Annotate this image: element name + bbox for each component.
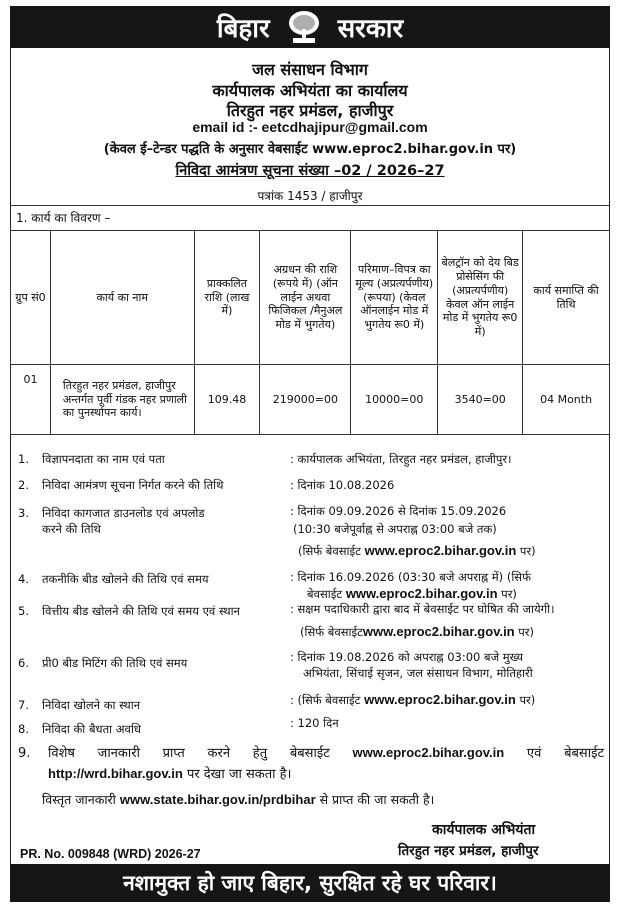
cell-estimated-amount: 109.48 <box>194 365 260 435</box>
department-name: जल संसाधन विभाग <box>252 60 368 79</box>
cell-completion-time: 04 Month <box>523 365 610 435</box>
item-value-text: पर) <box>514 625 535 639</box>
etender-line: (केवल ई–टेन्डर पद्धति के अनुसार वेबसाईट www.eproc2.bihar.gov.in पर) <box>103 142 517 157</box>
item-value: : सक्षम पदाधिकारी द्वारा बाद में बेवसाईट पर घोषित की जायेगी। <box>290 602 555 616</box>
item9-line2 <box>48 766 291 784</box>
item-label: निविदा कागजात डाउनलोड एवं अपलोड <box>42 506 205 520</box>
item-number: 3. <box>18 506 29 520</box>
item-value <box>298 543 536 560</box>
cell-work-name: तिरहुत नहर प्रमंडल, हाजीपुर अन्तर्गत पूर्वी गंडक नहर प्रणाली का पुनर्स्थापन कार्य। <box>50 365 194 435</box>
item-label: तकनीकि बीड खोलने की तिथि एवं समय <box>42 572 209 586</box>
wrd-link[interactable]: http://wrd.bihar.gov.in <box>48 766 183 781</box>
col-estimated-amount: प्राक्कलित राशि (लाख में) <box>194 231 260 365</box>
eproc-link[interactable]: www.eproc2.bihar.gov.in <box>352 745 505 760</box>
item9-text: एवं बेबसाईट <box>504 746 605 761</box>
item-value-text: बेवसाईट <box>307 587 346 601</box>
col-earnest-money: अग्रधन की राशि (रूपये में) (ऑन लाईन अथवा फिजिकल /मैनुअल मोड में भुगतेय) <box>260 231 351 365</box>
item-label: निविदा आमंत्रण सूचना निर्गत करने की तिथि <box>42 478 224 492</box>
signature-office: तिरहुत नहर प्रमंडल, हाजीपुर <box>398 843 539 859</box>
bodhi-tree-emblem-icon <box>284 9 324 45</box>
item-value-text: (सिर्फ बेवसाईट <box>298 544 365 558</box>
item9-line1 <box>48 745 604 763</box>
item-number: 8. <box>18 722 29 736</box>
item-value: : दिनांक 16.09.2026 (03:30 बजे अपराह्न में) (सिर्फ <box>290 570 531 584</box>
banner-sarkar-text: सरकार <box>337 14 404 44</box>
banner-bihar-text: बिहार <box>216 14 270 44</box>
divider <box>10 205 610 206</box>
cell-processing-fee: 3540=00 <box>438 365 523 435</box>
item-value <box>290 692 535 709</box>
item-value-text: पर) <box>497 587 517 601</box>
item-number: 2. <box>18 478 29 492</box>
eproc-link[interactable]: www.eproc2.bihar.gov.in <box>345 586 498 601</box>
office-name: कार्यपालक अभियंता का कार्यालय <box>212 81 408 100</box>
col-completion-time: कार्य समाप्ति की तिथि <box>523 231 610 365</box>
details-line <box>42 792 434 809</box>
item-value-text: पर) <box>515 693 536 707</box>
item-value: : दिनांक 19.08.2026 को अपराह्न 03:00 बजे मुख्य <box>290 650 524 664</box>
signature-title: कार्यपालक अभियंता <box>432 822 536 838</box>
col-work-name: कार्य का नाम <box>50 231 194 365</box>
item9-text: पर देखा जा सकता है। <box>182 767 292 782</box>
item-label: प्री0 बीड मिटिंग की तिथि एवं समय <box>42 656 188 670</box>
item-number: 4. <box>18 572 29 586</box>
cell-boq-cost: 10000=00 <box>351 365 438 435</box>
notice-number: निविदा आमंत्रण सूचना संख्या –02 / 2026–27 <box>175 163 445 179</box>
letter-number: पत्रांक 1453 / हाजीपुर <box>257 189 363 203</box>
col-boq-cost: परिमाण–विपत्र का मूल्य (अप्रत्यर्पणीय) (रूपया) (केवल ऑनलाईन मोड में भुगतेय रू0 में) <box>351 231 438 365</box>
details-text: से प्राप्त की जा सकती है। <box>315 792 435 807</box>
item-number: 5. <box>18 604 29 618</box>
item-value-text: : (सिर्फ बेवसाईट <box>290 693 365 707</box>
prd-link[interactable]: www.state.bihar.gov.in/prdbihar <box>119 792 316 807</box>
item-value: : कार्यपालक अभियंता, तिरहुत नहर प्रमंडल, हाजीपुर। <box>290 452 512 466</box>
table-header-row <box>11 231 610 365</box>
item9-text: विशेष जानकारी प्राप्त करने हेतु बेबसाईट <box>48 746 353 761</box>
division-name: तिरहुत नहर प्रमंडल, हाजीपुर <box>226 101 394 120</box>
item-value <box>300 624 534 641</box>
item-label: करने की तिथि <box>42 522 101 536</box>
eproc-link[interactable]: www.eproc2.bihar.gov.in <box>364 692 516 707</box>
details-text: विस्तृत जानकारी <box>42 792 120 807</box>
item-number: 9. <box>18 746 31 761</box>
item-value: : दिनांक 09.09.2026 से दिनांक 15.09.2026 <box>290 504 507 518</box>
eproc-link[interactable]: www.eproc2.bihar.gov.in <box>362 624 515 639</box>
slogan-banner: नशामुक्त हो जाए बिहार, सुरक्षित रहे घर परिवार। <box>10 864 610 902</box>
bihar-sarkar-banner <box>10 6 610 48</box>
cell-earnest-money: 219000=00 <box>260 365 351 435</box>
item-value: : 120 दिन <box>290 716 339 730</box>
item-value <box>307 586 517 603</box>
item-value: : दिनांक 10.08.2026 <box>290 478 395 492</box>
item-label: वित्तीय बीड खोलने की तिथि एवं समय एवं स्थान <box>42 604 240 618</box>
item-label: निविदा की बैधता अवधि <box>42 722 141 736</box>
col-group-no: ग्रुप सं0 <box>11 231 51 365</box>
item-number: 7. <box>18 698 29 712</box>
work-table <box>10 230 610 435</box>
pr-number: PR. No. 009848 (WRD) 2026-27 <box>20 847 201 861</box>
item-label: विज्ञापनदाता का नाम एवं पता <box>42 452 165 466</box>
item-value-text: पर) <box>516 544 536 558</box>
item-value: अभियंता, सिंचाई सृजन, जल संसाधन विभाग, मोतिहारी <box>303 666 533 680</box>
email-line: email id :- eetcdhajipur@gmail.com <box>192 119 428 135</box>
eproc-link[interactable]: www.eproc2.bihar.gov.in <box>364 543 517 558</box>
table-row <box>11 365 610 435</box>
item-number: 1. <box>18 452 29 466</box>
section-work-description: 1. कार्य का विवरण – <box>16 211 111 225</box>
cell-group-no: 01 <box>11 365 51 435</box>
col-processing-fee: बेलट्रॉन को देय बिड प्रोसेसिंग फी (अप्रत्यर्पणीय) केवल ऑन लाईन मोड में भुगतेय रू0 में) <box>438 231 523 365</box>
item-value-text: (सिर्फ बेवसाईट <box>300 625 363 639</box>
item-value: (10:30 बजेपूर्वाह्न से अपराह्न 03:00 बजे तक) <box>293 522 497 536</box>
item-number: 6. <box>18 656 29 670</box>
item-label: निविदा खोलने का स्थान <box>42 698 141 712</box>
